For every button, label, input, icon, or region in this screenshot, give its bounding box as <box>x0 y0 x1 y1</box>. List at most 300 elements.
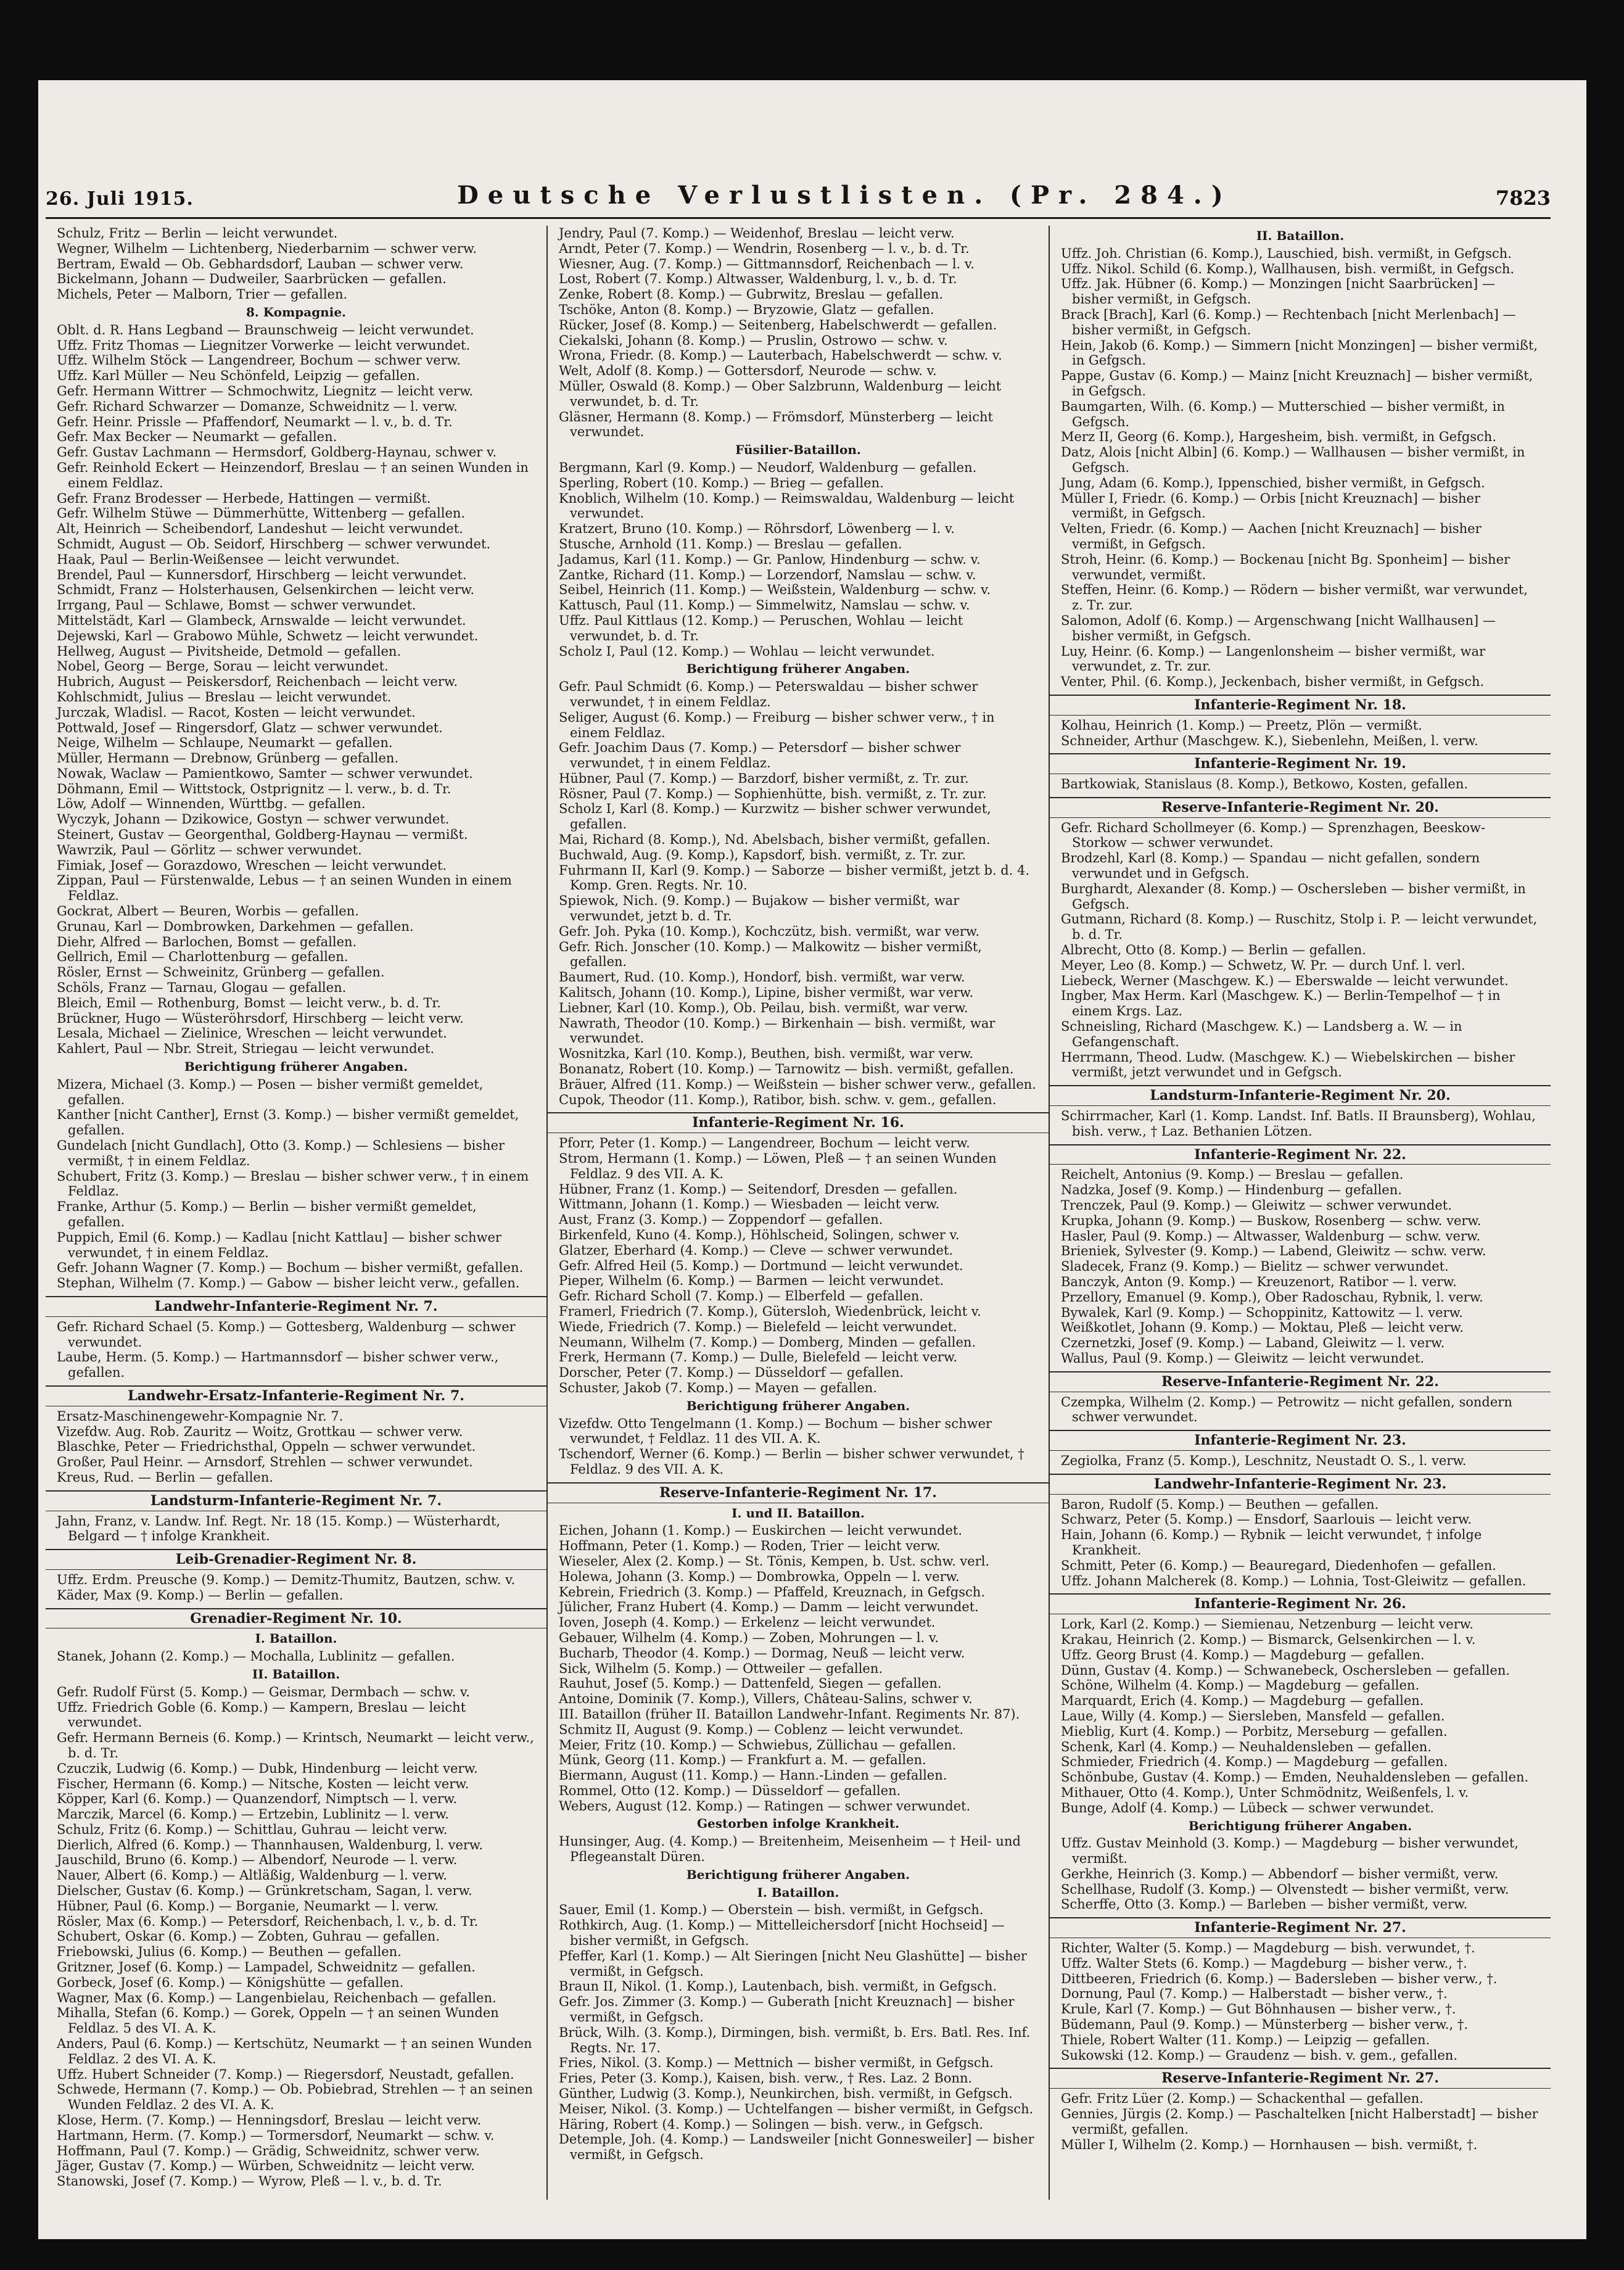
casualty-entry: Rösner, Paul (7. Komp.) — Sophienhütte, bish. vermißt, z. Tr. zur. <box>559 786 987 801</box>
casualty-entry: Frerk, Hermann (7. Komp.) — Dulle, Bielefeld — leicht verw. <box>559 1350 958 1365</box>
column-1 <box>46 226 548 2200</box>
casualty-entry: Bertram, Ewald — Ob. Gebhardsdorf, Lauban — schwer verw. <box>57 256 464 271</box>
text-columns <box>46 226 1551 2200</box>
casualty-entry: Czuczik, Ludwig (6. Komp.) — Dubk, Hindenburg — leicht verw. <box>57 1760 478 1776</box>
casualty-entry: Stroh, Heinr. (6. Komp.) — Bockenau [nicht Bg. Sponheim] — bisher verwundet, vermißt. <box>1061 551 1511 582</box>
casualty-entry: Gefr. Richard Schollmeyer (6. Komp.) — Sprenzhagen, Beeskow-Storkow — schwer verwundet. <box>1061 820 1486 851</box>
casualty-entry: Schmidt, August — Ob. Seidorf, Hirschberg — schwer verwundet. <box>57 536 491 551</box>
casualty-entry: Burghardt, Alexander (8. Komp.) — Oschersleben — bisher vermißt, in Gefgsch. <box>1061 881 1526 912</box>
casualty-entry: Albrecht, Otto (8. Komp.) — Berlin — gefallen. <box>1061 943 1366 958</box>
casualty-entry: Gerkhe, Heinrich (3. Komp.) — Abbendorf — bisher vermißt, verw. <box>1061 1866 1499 1881</box>
casualty-entry: Reichelt, Antonius (9. Komp.) — Breslau — gefallen. <box>1061 1167 1404 1182</box>
casualty-entry: Knoblich, Wilhelm (10. Komp.) — Reimswaldau, Waldenburg — leicht verwundet. <box>559 490 1015 521</box>
regiment-heading: Infanterie-Regiment Nr. 26. <box>1050 1593 1551 1614</box>
casualty-entry: Zegiolka, Franz (5. Komp.), Leschnitz, Neustadt O. S., l. verw. <box>1061 1453 1467 1468</box>
casualty-entry: Gefr. Johann Wagner (7. Komp.) — Bochum — bisher vermißt, gefallen. <box>57 1260 524 1276</box>
casualty-entry: Hein, Jakob (6. Komp.) — Simmern [nicht Monzingen] — bisher vermißt, in Gefgsch. <box>1061 337 1538 368</box>
casualty-entry: Bonanatz, Robert (10. Komp.) — Tarnowitz — bish. vermißt, gefallen. <box>559 1062 1014 1077</box>
casualty-entry: Uffz. Johann Malcherek (8. Komp.) — Lohnia, Tost-Gleiwitz — gefallen. <box>1061 1573 1527 1588</box>
casualty-entry: Wagner, Max (6. Komp.) — Langenbielau, Reichenbach — gefallen. <box>57 1990 497 2005</box>
casualty-entry: Richter, Walter (5. Komp.) — Magdeburg — bish. verwundet, †. <box>1061 1941 1475 1956</box>
casualty-entry: Schmidt, Franz — Holsterhausen, Gelsenkirchen — leicht verw. <box>57 582 475 598</box>
casualty-entry: Wiede, Friedrich (7. Komp.) — Bielefeld — leicht verwundet. <box>559 1319 957 1334</box>
casualty-entry: Welt, Adolf (8. Komp.) — Gottersdorf, Neurode — schw. v. <box>559 363 937 379</box>
casualty-entry: Fischer, Hermann (6. Komp.) — Nitsche, Kosten — leicht verw. <box>57 1776 469 1791</box>
casualty-entry: Bunge, Adolf (4. Komp.) — Lübeck — schwer verwundet. <box>1061 1800 1435 1815</box>
casualty-entry: Oblt. d. R. Hans Legband — Braunschweig — leicht verwundet. <box>57 322 474 337</box>
casualty-entry: Vizefdw. Otto Tengelmann (1. Komp.) — Bochum — bisher schwer verwundet, † Feldlaz. 11 des VII. A. K. <box>559 1416 992 1447</box>
casualty-entry: Gefr. Rich. Jonscher (10. Komp.) — Malkowitz — bisher vermißt, gefallen. <box>559 939 982 970</box>
casualty-entry: Jung, Adam (6. Komp.), Ippenschied, bisher vermißt, in Gefgsch. <box>1061 475 1485 490</box>
casualty-entry: Stusche, Arnhold (11. Komp.) — Breslau — gefallen. <box>559 536 902 551</box>
casualty-entry: Wawrzik, Paul — Görlitz — schwer verwundet. <box>57 842 362 857</box>
casualty-entry: Pottwald, Josef — Ringersdorf, Glatz — schwer verwundet. <box>57 720 443 735</box>
casualty-entry: Klose, Herm. (7. Komp.) — Henningsdorf, Breslau — leicht verw. <box>57 2113 482 2128</box>
casualty-entry: Schwede, Hermann (7. Komp.) — Ob. Pobiebrad, Strehlen — † an seinen Wunden Feldlaz. 2 des VI. A. K. <box>57 2082 533 2113</box>
casualty-entry: Brückner, Hugo — Wüsteröhrsdorf, Hirschberg — leicht verw. <box>57 1010 464 1026</box>
casualty-entry: Steffen, Heinr. (6. Komp.) — Rödern — bisher vermißt, war verwundet, z. Tr. zur. <box>1061 582 1528 613</box>
casualty-entry: Gefr. Wilhelm Stüwe — Dümmerhütte, Wittenberg — gefallen. <box>57 506 466 521</box>
casualty-entry: Schwarz, Peter (5. Komp.) — Ensdorf, Saarlouis — leicht verw. <box>1061 1512 1472 1527</box>
casualty-entry: Blaschke, Peter — Friedrichsthal, Oppeln — schwer verwundet. <box>57 1439 476 1455</box>
newspaper-page <box>38 80 1586 2239</box>
casualty-entry: Anders, Paul (6. Komp.) — Kertschütz, Neumarkt — † an seinen Wunden Feldlaz. 2 des VI. A. K. <box>57 2036 532 2066</box>
casualty-entry: Jahn, Franz, v. Landw. Inf. Regt. Nr. 18 (15. Komp.) — Wüsterhardt, Belgard — † infolge Krankheit. <box>57 1513 501 1544</box>
casualty-entry: Gritzner, Josef (6. Komp.) — Lampadel, Schweidnitz — gefallen. <box>57 1960 476 1975</box>
casualty-entry: Schubert, Oskar (6. Komp.) — Zobten, Guhrau — gefallen. <box>57 1929 440 1944</box>
casualty-entry: Kanther [nicht Canther], Ernst (3. Komp.) — bisher vermißt gemeldet, gefallen. <box>57 1107 519 1138</box>
casualty-entry: Fuhrmann II, Karl (9. Komp.) — Saborze — bisher vermißt, jetzt b. d. 4. Komp. Gren. Regts. Nr. 10. <box>559 862 1030 893</box>
casualty-entry: Fimiak, Josef — Gorazdowo, Wreschen — leicht verwundet. <box>57 857 447 873</box>
casualty-entry: Baron, Rudolf (5. Komp.) — Beuthen — gefallen. <box>1061 1496 1379 1512</box>
casualty-entry: Weißkotlet, Johann (9. Komp.) — Moktau, Pleß — leicht verw. <box>1061 1320 1464 1335</box>
casualty-entry: Großer, Paul Heinr. — Arnsdorf, Strehlen — schwer verwundet. <box>57 1455 473 1470</box>
casualty-entry: Krakau, Heinrich (2. Komp.) — Bismarck, Gelsenkirchen — l. v. <box>1061 1632 1476 1647</box>
regiment-heading: Reserve-Infanterie-Regiment Nr. 17. <box>548 1482 1049 1503</box>
casualty-entry: Uffz. Jak. Hübner (6. Komp.) — Monzingen [nicht Saarbrücken] — bisher vermißt, in Gefgsch. <box>1061 276 1495 307</box>
casualty-entry: Günther, Ludwig (3. Komp.), Neunkirchen, bish. vermißt, in Gefgsch. <box>559 2086 1013 2102</box>
section-subheading: II. Bataillon. <box>252 1666 340 1682</box>
casualty-entry: Münk, Georg (11. Komp.) — Frankfurt a. M. — gefallen. <box>559 1752 926 1768</box>
casualty-entry: Meyer, Leo (8. Komp.) — Schwetz, W. Pr. — durch Unf. l. verl. <box>1061 957 1465 973</box>
casualty-entry: Kahlert, Paul — Nbr. Streit, Striegau — leicht verwundet. <box>57 1041 435 1057</box>
casualty-entry: Brieniek, Sylvester (9. Komp.) — Labend, Gleiwitz — schw. verw. <box>1061 1244 1486 1259</box>
casualty-entry: Arndt, Peter (7. Komp.) — Wendrin, Rosenberg — l. v., b. d. Tr. <box>559 241 970 256</box>
casualty-entry: Diehr, Alfred — Barlochen, Bomst — gefallen. <box>57 934 357 949</box>
casualty-entry: Gefr. Joh. Pyka (10. Komp.), Kochczütz, bish. vermißt, war verw. <box>559 923 980 939</box>
casualty-entry: Brack [Brach], Karl (6. Komp.) — Rechtenbach [nicht Merlenbach] — bisher vermißt, in Gefgsch. <box>1061 307 1516 337</box>
section-subheading: Berichtigung früherer Angaben. <box>686 1867 910 1882</box>
casualty-entry: Tschendorf, Werner (6. Komp.) — Berlin — bisher schwer verwundet, † Feldlaz. 9 des VII. A. K. <box>559 1447 1024 1477</box>
casualty-entry: Przellory, Emanuel (9. Komp.), Ober Radoschau, Rybnik, l. verw. <box>1061 1289 1483 1305</box>
casualty-entry: Gebauer, Wilhelm (4. Komp.) — Zoben, Mohrungen — l. v. <box>559 1630 939 1645</box>
casualty-entry: Gundelach [nicht Gundlach], Otto (3. Komp.) — Schlesiens — bisher vermißt, † in einem Feldlaz. <box>57 1138 505 1168</box>
casualty-entry: Scholz I, Karl (8. Komp.) — Kurzwitz — bisher schwer verwundet, gefallen. <box>559 801 991 832</box>
casualty-entry: Gockrat, Albert — Beuren, Worbis — gefallen. <box>57 904 359 919</box>
casualty-entry: Zantke, Richard (11. Komp.) — Lorzendorf, Namslau — schw. v. <box>559 567 976 582</box>
casualty-entry: Gefr. Richard Schael (5. Komp.) — Gottesberg, Waldenburg — schwer verwundet. <box>57 1319 516 1350</box>
casualty-entry: Dielscher, Gustav (6. Komp.) — Grünkretscham, Sagan, l. verw. <box>57 1883 472 1899</box>
casualty-entry: Strom, Hermann (1. Komp.) — Löwen, Pleß — † an seinen Wunden Feldlaz. 9 des VII. A. K. <box>559 1151 997 1181</box>
casualty-entry: Haak, Paul — Berlin-Weißensee — leicht verwundet. <box>57 551 400 567</box>
casualty-entry: Irrgang, Paul — Schlawe, Bomst — schwer verwundet. <box>57 598 416 613</box>
regiment-heading: Reserve-Infanterie-Regiment Nr. 27. <box>1050 2068 1551 2089</box>
casualty-entry: Zenke, Robert (8. Komp.) — Gubrwitz, Breslau — gefallen. <box>559 287 944 302</box>
casualty-entry: Thiele, Robert Walter (11. Komp.) — Leipzig — gefallen. <box>1061 2032 1430 2047</box>
casualty-entry: Ioven, Joseph (4. Komp.) — Erkelenz — leicht verwundet. <box>559 1615 936 1630</box>
casualty-entry: Kattusch, Paul (11. Komp.) — Simmelwitz, Namslau — schw. v. <box>559 598 970 613</box>
casualty-entry: Schirrmacher, Karl (1. Komp. Landst. Inf. Batls. II Braunsberg), Wohlau, bish. verw., † Laz. Bethanien Lötzen. <box>1061 1108 1536 1139</box>
casualty-entry: Michels, Peter — Malborn, Trier — gefallen. <box>57 287 348 302</box>
casualty-entry: Brendel, Paul — Kunnersdorf, Hirschberg — leicht verwundet. <box>57 567 467 582</box>
casualty-entry: Pieper, Wilhelm (6. Komp.) — Barmen — leicht verwundet. <box>559 1273 944 1289</box>
casualty-entry: Stanowski, Josef (7. Komp.) — Wyrow, Pleß — l. v., b. d. Tr. <box>57 2174 442 2189</box>
casualty-entry: Ersatz-Maschinengewehr-Kompagnie Nr. 7. <box>57 1408 344 1424</box>
casualty-entry: Bucharb, Theodor (4. Komp.) — Dormag, Neuß — leicht verw. <box>559 1645 965 1661</box>
casualty-entry: Jurczak, Wladisl. — Racot, Kosten — leicht verwundet. <box>57 704 416 720</box>
casualty-entry: Lesala, Michael — Zielinice, Wreschen — leicht verwundet. <box>57 1026 447 1041</box>
casualty-entry: Webers, August (12. Komp.) — Ratingen — schwer verwundet. <box>559 1798 971 1814</box>
casualty-entry: Sick, Wilhelm (5. Komp.) — Ottweiler — gefallen. <box>559 1661 883 1676</box>
casualty-entry: Meier, Fritz (10. Komp.) — Schwiebus, Züllichau — gefallen. <box>559 1737 957 1752</box>
casualty-entry: Salomon, Adolf (6. Komp.) — Argenschwang [nicht Wallhausen] — bisher vermißt, in Gefgsch. <box>1061 613 1496 643</box>
section-subheading: Berichtigung früherer Angaben. <box>686 1398 910 1413</box>
page-number: 7823 <box>1495 186 1551 210</box>
casualty-entry: Gefr. Reinhold Eckert — Heinzendorf, Breslau — † an seinen Wunden in einem Feldlaz. <box>57 460 529 490</box>
casualty-entry: Sauer, Emil (1. Komp.) — Oberstein — bish. vermißt, in Gefgsch. <box>559 1902 984 1918</box>
casualty-entry: Hellweg, August — Pivitsheide, Detmold — gefallen. <box>57 643 402 659</box>
casualty-entry: Nowak, Waclaw — Pamientkowo, Samter — schwer verwundet. <box>57 766 473 781</box>
casualty-entry: Müller I, Friedr. (6. Komp.) — Orbis [nicht Kreuznach] — bisher vermißt, in Gefgsch. <box>1061 490 1481 521</box>
header-rule <box>46 217 1551 219</box>
casualty-entry: Bleich, Emil — Rothenburg, Bomst — leicht verw., b. d. Tr. <box>57 995 441 1010</box>
casualty-entry: Herrmann, Theod. Ludw. (Maschgew. K.) — Wiebelskirchen — bisher vermißt, jetzt verwundet und in Gefgsch. <box>1061 1049 1515 1080</box>
casualty-entry: Gefr. Hermann Wittrer — Schmochwitz, Liegnitz — leicht verw. <box>57 383 474 398</box>
casualty-entry: Hartmann, Herm. (7. Komp.) — Tormersdorf, Neumarkt — schw. v. <box>57 2128 495 2143</box>
casualty-entry: Schellhase, Rudolf (3. Komp.) — Olvenstedt — bisher vermißt, verw. <box>1061 1881 1509 1897</box>
casualty-entry: Mizera, Michael (3. Komp.) — Posen — bisher vermißt gemeldet, gefallen. <box>57 1076 484 1107</box>
regiment-heading: Landwehr-Infanterie-Regiment Nr. 7. <box>46 1296 546 1317</box>
casualty-entry: Gefr. Jos. Zimmer (3. Komp.) — Guberath [nicht Kreuznach] — bisher vermißt, in Gefgsch. <box>559 1994 1015 2025</box>
casualty-entry: Nawrath, Theodor (10. Komp.) — Birkenhain — bish. vermißt, war verwundet. <box>559 1015 995 1046</box>
casualty-entry: Hübner, Paul (7. Komp.) — Barzdorf, bisher vermißt, z. Tr. zur. <box>559 770 969 786</box>
casualty-entry: III. Bataillon (früher II. Bataillon Landwehr-Infant. Regiments Nr. 87). <box>559 1706 1020 1722</box>
casualty-entry: Puppich, Emil (6. Komp.) — Kadlau [nicht Kattlau] — bisher schwer verwundet, † in einem Feldlaz. <box>57 1229 501 1260</box>
casualty-entry: Gefr. Joachim Daus (7. Komp.) — Petersdorf — bisher schwer verwundet, † in einem Feldlaz. <box>559 740 961 771</box>
casualty-entry: Schmitt, Peter (6. Komp.) — Beauregard, Diedenhofen — gefallen. <box>1061 1558 1496 1573</box>
casualty-entry: Holewa, Johann (3. Komp.) — Dombrowka, Oppeln — l. verw. <box>559 1569 960 1584</box>
casualty-entry: Cupok, Theodor (11. Komp.), Ratibor, bish. schw. v. gem., gefallen. <box>559 1092 997 1107</box>
casualty-entry: Kalitsch, Johann (10. Komp.), Lipine, bisher vermißt, war verw. <box>559 985 974 1001</box>
regiment-heading: Landsturm-Infanterie-Regiment Nr. 7. <box>46 1490 546 1511</box>
section-subheading: Berichtigung früherer Angaben. <box>1188 1818 1412 1833</box>
casualty-entry: Lork, Karl (2. Komp.) — Siemienau, Netzenburg — leicht verw. <box>1061 1617 1474 1632</box>
casualty-entry: Bartkowiak, Stanislaus (8. Komp.), Betkowo, Kosten, gefallen. <box>1061 777 1469 792</box>
regiment-heading: Landwehr-Ersatz-Infanterie-Regiment Nr. 7. <box>46 1385 546 1406</box>
casualty-entry: Jauschild, Bruno (6. Komp.) — Albendorf, Neurode — l. verw. <box>57 1852 458 1868</box>
regiment-heading: Infanterie-Regiment Nr. 18. <box>1050 695 1551 716</box>
casualty-entry: Venter, Phil. (6. Komp.), Jeckenbach, bisher vermißt, in Gefgsch. <box>1061 674 1485 690</box>
casualty-entry: Neumann, Wilhelm (7. Komp.) — Domberg, Minden — gefallen. <box>559 1334 976 1350</box>
casualty-entry: Buchwald, Aug. (9. Komp.), Kapsdorf, bish. vermißt, z. Tr. zur. <box>559 847 966 862</box>
column-3 <box>1050 226 1551 2200</box>
section-subheading: Berichtigung früherer Angaben. <box>686 661 910 677</box>
casualty-entry: Eichen, Johann (1. Komp.) — Euskirchen — leicht verwundet. <box>559 1523 963 1538</box>
casualty-entry: Wrona, Friedr. (8. Komp.) — Lauterbach, Habelschwerdt — schw. v. <box>559 348 1002 363</box>
casualty-entry: Baumgarten, Wilh. (6. Komp.) — Mutterschied — bisher vermißt, in Gefgsch. <box>1061 398 1505 429</box>
casualty-entry: Uffz. Fritz Thomas — Liegnitzer Vorwerke — leicht verwundet. <box>57 337 471 353</box>
casualty-entry: Schulz, Fritz (6. Komp.) — Schittlau, Guhrau — leicht verw. <box>57 1822 448 1837</box>
regiment-heading: Infanterie-Regiment Nr. 19. <box>1050 753 1551 774</box>
casualty-entry: Schmitz II, August (9. Komp.) — Coblenz — leicht verwundet. <box>559 1722 964 1737</box>
casualty-entry: Müller, Hermann — Drebnow, Grünberg — gefallen. <box>57 751 399 766</box>
casualty-entry: Wittmann, Johann (1. Komp.) — Wiesbaden — leicht verw. <box>559 1197 940 1212</box>
casualty-entry: Gefr. Hermann Berneis (6. Komp.) — Krintsch, Neumarkt — leicht verw., b. d. Tr. <box>57 1730 534 1760</box>
casualty-entry: Mihalla, Stefan (6. Komp.) — Gorek, Oppeln — † an seinen Wunden Feldlaz. 5 des VI. A. K. <box>57 2005 499 2036</box>
casualty-entry: Laue, Willy (4. Komp.) — Siersleben, Mansfeld — gefallen. <box>1061 1708 1445 1723</box>
casualty-entry: Scherffe, Otto (3. Komp.) — Barleben — bisher vermißt, verw. <box>1061 1897 1468 1912</box>
regiment-heading: Grenadier-Regiment Nr. 10. <box>46 1608 546 1629</box>
casualty-entry: Detemple, Joh. (4. Komp.) — Landsweiler [nicht Gonnesweiler] — bisher vermißt, in Gefgsch. <box>559 2132 1034 2163</box>
casualty-entry: Glatzer, Eberhard (4. Komp.) — Cleve — schwer verwundet. <box>559 1242 954 1258</box>
casualty-entry: Wieseler, Alex (2. Komp.) — St. Tönis, Kempen, b. Ust. schw. verl. <box>559 1553 990 1569</box>
casualty-entry: Schenk, Karl (4. Komp.) — Neuhaldensleben — gefallen. <box>1061 1739 1432 1754</box>
casualty-entry: Mittelstädt, Karl — Glambeck, Arnswalde — leicht verwundet. <box>57 613 466 628</box>
casualty-entry: Gellrich, Emil — Charlottenburg — gefallen. <box>57 949 348 965</box>
casualty-entry: Bywalek, Karl (9. Komp.) — Schoppinitz, Kattowitz — l. verw. <box>1061 1305 1463 1320</box>
casualty-entry: Müller, Oswald (8. Komp.) — Ober Salzbrunn, Waldenburg — leicht verwundet, b. d. Tr. <box>559 378 1002 409</box>
casualty-entry: Scholz I, Paul (12. Komp.) — Wohlau — leicht verwundet. <box>559 643 935 659</box>
casualty-entry: Meiser, Nikol. (3. Komp.) — Uchtelfangen — bisher vermißt, in Gefgsch. <box>559 2101 1034 2116</box>
casualty-entry: Dittbeeren, Friedrich (6. Komp.) — Badersleben — bisher verw., †. <box>1061 1971 1498 1986</box>
casualty-entry: Lost, Robert (7. Komp.) Altwasser, Waldenburg, l. v., b. d. Tr. <box>559 271 957 287</box>
casualty-entry: Schuster, Jakob (7. Komp.) — Mayen — gefallen. <box>559 1380 878 1395</box>
casualty-entry: Schöne, Wilhelm (4. Komp.) — Magdeburg — gefallen. <box>1061 1678 1420 1693</box>
casualty-entry: Uffz. Erdm. Preusche (9. Komp.) — Demitz-Thumitz, Bautzen, schw. v. <box>57 1572 516 1587</box>
casualty-entry: Schönbube, Gustav (4. Komp.) — Emden, Neuhaldensleben — gefallen. <box>1061 1770 1529 1785</box>
casualty-entry: Gefr. Fritz Lüer (2. Komp.) — Schackenthal — gefallen. <box>1061 2091 1424 2107</box>
casualty-entry: Hoffmann, Peter (1. Komp.) — Roden, Trier — leicht verw. <box>559 1538 941 1554</box>
casualty-entry: Gefr. Alfred Heil (5. Komp.) — Dortmund — leicht verwundet. <box>559 1258 963 1273</box>
casualty-entry: Büdemann, Paul (9. Komp.) — Münsterberg — bisher verw., †. <box>1061 2017 1469 2033</box>
casualty-entry: Rösler, Max (6. Komp.) — Petersdorf, Reichenbach, l. v., b. d. Tr. <box>57 1913 479 1929</box>
regiment-heading: Leib-Grenadier-Regiment Nr. 8. <box>46 1549 546 1570</box>
casualty-entry: Müller I, Wilhelm (2. Komp.) — Hornhausen — bish. vermißt, †. <box>1061 2137 1478 2152</box>
casualty-entry: Ingber, Max Herm. Karl (Maschgew. K.) — Berlin-Tempelhof — † in einem Krgs. Laz. <box>1061 988 1501 1019</box>
casualty-entry: Jülicher, Franz Hubert (4. Komp.) — Damm — leicht verwundet. <box>559 1599 979 1615</box>
casualty-entry: Wegner, Wilhelm — Lichtenberg, Niederbarnim — schwer verw. <box>57 241 477 256</box>
casualty-entry: Zippan, Paul — Fürstenwalde, Lebus — † an seinen Wunden in einem Feldlaz. <box>57 873 512 904</box>
casualty-entry: Uffz. Wilhelm Stöck — Langendreer, Bochum — schwer verw. <box>57 353 461 368</box>
casualty-entry: Kebrein, Friedrich (3. Komp.) — Pfaffeld, Kreuznach, in Gefgsch. <box>559 1584 985 1599</box>
casualty-entry: Gefr. Paul Schmidt (6. Komp.) — Peterswaldau — bisher schwer verwundet, † in einem Feldlaz. <box>559 679 978 709</box>
casualty-entry: Marczik, Marcel (6. Komp.) — Ertzebin, Lublinitz — l. verw. <box>57 1807 449 1822</box>
section-subheading: Füsilier-Bataillon. <box>735 442 861 458</box>
casualty-entry: Antoine, Dominik (7. Komp.), Villers, Château-Salins, schwer v. <box>559 1691 973 1707</box>
section-subheading: I. und II. Bataillon. <box>732 1505 865 1521</box>
casualty-entry: Bergmann, Karl (9. Komp.) — Neudorf, Waldenburg — gefallen. <box>559 460 977 475</box>
casualty-entry: Friebowski, Julius (6. Komp.) — Beuthen — gefallen. <box>57 1944 402 1960</box>
casualty-entry: Aust, Franz (3. Komp.) — Zoppendorf — gefallen. <box>559 1212 883 1228</box>
casualty-entry: Neige, Wilhelm — Schlaupe, Neumarkt — gefallen. <box>57 735 393 751</box>
casualty-entry: Biermann, August (11. Komp.) — Hann.-Linden — gefallen. <box>559 1768 947 1783</box>
regiment-heading: Reserve-Infanterie-Regiment Nr. 20. <box>1050 797 1551 818</box>
regiment-heading: Reserve-Infanterie-Regiment Nr. 22. <box>1050 1371 1551 1392</box>
casualty-entry: Häring, Robert (4. Komp.) — Solingen — bish. verw., in Gefgsch. <box>559 2116 984 2132</box>
column-2 <box>548 226 1050 2200</box>
casualty-entry: Uffz. Walter Stets (6. Komp.) — Magdeburg — bisher verw., †. <box>1061 1955 1467 1971</box>
casualty-entry: Hübner, Franz (1. Komp.) — Seitendorf, Dresden — gefallen. <box>559 1181 958 1197</box>
casualty-entry: Hübner, Paul (6. Komp.) — Borganie, Neumarkt — l. verw. <box>57 1898 439 1913</box>
casualty-entry: Sladecek, Franz (9. Komp.) — Bielitz — schwer verwundet. <box>1061 1259 1449 1274</box>
issue-date: 26. Juli 1915. <box>46 188 194 210</box>
casualty-entry: Schubert, Fritz (3. Komp.) — Breslau — bisher schwer verw., † in einem Feldlaz. <box>57 1168 529 1199</box>
section-subheading: I. Bataillon. <box>255 1631 337 1646</box>
casualty-entry: Brück, Wilh. (3. Komp.), Dirmingen, bish. vermißt, b. Ers. Batl. Res. Inf. Regts. Nr. 17. <box>559 2024 1031 2055</box>
casualty-entry: Hubrich, August — Peiskersdorf, Reichenbach — leicht verw. <box>57 674 458 690</box>
casualty-entry: Czempka, Wilhelm (2. Komp.) — Petrowitz — nicht gefallen, sondern schwer verwundet. <box>1061 1394 1512 1425</box>
casualty-entry: Käder, Max (9. Komp.) — Berlin — gefallen. <box>57 1587 344 1603</box>
casualty-entry: Rauhut, Josef (5. Komp.) — Dattenfeld, Siegen — gefallen. <box>559 1676 942 1691</box>
casualty-entry: Gefr. Richard Scholl (7. Komp.) — Elberfeld — gefallen. <box>559 1289 924 1304</box>
casualty-entry: Czernetzki, Josef (9. Komp.) — Laband, Gleiwitz — l. verw. <box>1061 1335 1445 1351</box>
regiment-heading: Landsturm-Infanterie-Regiment Nr. 20. <box>1050 1085 1551 1106</box>
casualty-entry: Uffz. Friedrich Goble (6. Komp.) — Kampern, Breslau — leicht verwundet. <box>57 1699 466 1730</box>
casualty-entry: Schneider, Arthur (Maschgew. K.), Siebenlehn, Meißen, l. verw. <box>1061 733 1478 748</box>
casualty-entry: Liebeck, Werner (Maschgew. K.) — Eberswalde — leicht verwundet. <box>1061 973 1509 988</box>
casualty-entry: Kohlschmidt, Julius — Breslau — leicht verwundet. <box>57 689 392 704</box>
casualty-entry: Wallus, Paul (9. Komp.) — Gleiwitz — leicht verwundet. <box>1061 1350 1425 1366</box>
casualty-entry: Uffz. Georg Brust (4. Komp.) — Magdeburg — gefallen. <box>1061 1647 1425 1662</box>
casualty-entry: Schneisling, Richard (Maschgew. K.) — Landsberg a. W. — in Gefangenschaft. <box>1061 1019 1462 1049</box>
casualty-entry: Kreus, Rud. — Berlin — gefallen. <box>57 1469 274 1485</box>
casualty-entry: Seliger, August (6. Komp.) — Freiburg — bisher schwer verw., † in einem Feldlaz. <box>559 709 995 740</box>
casualty-entry: Franke, Arthur (5. Komp.) — Berlin — bisher vermißt gemeldet, gefallen. <box>57 1199 477 1229</box>
casualty-entry: Krupka, Johann (9. Komp.) — Buskow, Rosenberg — schw. verw. <box>1061 1213 1482 1228</box>
casualty-entry: Stephan, Wilhelm (7. Komp.) — Gabow — bisher leicht verw., gefallen. <box>57 1276 520 1291</box>
casualty-entry: Wosnitzka, Karl (10. Komp.), Beuthen, bish. vermißt, war verw. <box>559 1046 974 1062</box>
casualty-entry: Löw, Adolf — Winnenden, Württbg. — gefallen. <box>57 796 366 812</box>
casualty-entry: Dejewski, Karl — Grabowo Mühle, Schwetz — leicht verwundet. <box>57 628 479 643</box>
casualty-entry: Schmieder, Friedrich (4. Komp.) — Magdeburg — gefallen. <box>1061 1754 1448 1770</box>
casualty-entry: Grunau, Karl — Dombrowken, Darkehmen — gefallen. <box>57 918 414 934</box>
casualty-entry: Schulz, Fritz — Berlin — leicht verwundet. <box>57 226 338 241</box>
section-subheading: Gestorben infolge Krankheit. <box>696 1816 900 1831</box>
casualty-entry: Nobel, Georg — Berge, Sorau — leicht verwundet. <box>57 659 389 674</box>
casualty-entry: Pfeffer, Karl (1. Komp.) — Alt Sieringen [nicht Neu Glashütte] — bisher vermißt, in Gefgsch. <box>559 1948 1027 1979</box>
casualty-entry: Fries, Peter (3. Komp.), Kaisen, bish. verw., † Res. Laz. 2 Bonn. <box>559 2071 973 2086</box>
casualty-entry: Fries, Nikol. (3. Komp.) — Mettnich — bisher vermißt, in Gefgsch. <box>559 2055 994 2071</box>
regiment-heading: Infanterie-Regiment Nr. 27. <box>1050 1917 1551 1938</box>
casualty-entry: Wiesner, Aug. (7. Komp.) — Gittmannsdorf, Reichenbach — l. v. <box>559 256 975 271</box>
casualty-entry: Velten, Friedr. (6. Komp.) — Aachen [nicht Kreuznach] — bisher vermißt, in Gefgsch. <box>1061 521 1482 551</box>
casualty-entry: Schöls, Franz — Tarnau, Glogau — gefallen. <box>57 980 347 996</box>
casualty-entry: Döhmann, Emil — Wittstock, Ostprignitz — l. verw., b. d. Tr. <box>57 781 451 796</box>
section-subheading: 8. Kompagnie. <box>245 304 347 320</box>
casualty-entry: Luy, Heinr. (6. Komp.) — Langenlonsheim — bisher vermißt, war verwundet, z. Tr. zur. <box>1061 643 1486 674</box>
casualty-entry: Ciekalski, Johann (8. Komp.) — Pruslin, Ostrowo — schw. v. <box>559 332 948 348</box>
casualty-entry: Spiewok, Nich. (9. Komp.) — Bujakow — bisher vermißt, war verwundet, jetzt b. d. Tr. <box>559 893 960 924</box>
casualty-entry: Brodzehl, Karl (8. Komp.) — Spandau — nicht gefallen, sondern verwundet und in Gefgsch. <box>1061 851 1480 881</box>
casualty-entry: Uffz. Nikol. Schild (6. Komp.), Wallhausen, bish. vermißt, in Gefgsch. <box>1061 261 1515 276</box>
page-header <box>46 167 1551 210</box>
casualty-entry: Framerl, Friedrich (7. Komp.), Gütersloh, Wiedenbrück, leicht v. <box>559 1303 981 1319</box>
casualty-entry: Gefr. Heinr. Prissle — Pfaffendorf, Neumarkt — l. v., b. d. Tr. <box>57 414 453 429</box>
casualty-entry: Köpper, Karl (6. Komp.) — Quanzendorf, Nimptsch — l. verw. <box>57 1791 458 1807</box>
casualty-entry: Mieblig, Kurt (4. Komp.) — Porbitz, Merseburg — gefallen. <box>1061 1723 1448 1739</box>
casualty-entry: Liebner, Karl (10. Komp.), Ob. Peilau, bish. vermißt, war verw. <box>559 1000 968 1015</box>
casualty-entry: Uffz. Karl Müller — Neu Schönfeld, Leipzig — gefallen. <box>57 368 420 384</box>
casualty-entry: Gefr. Rudolf Fürst (5. Komp.) — Geismar, Dermbach — schw. v. <box>57 1684 470 1699</box>
casualty-entry: Rommel, Otto (12. Komp.) — Düsseldorf — gefallen. <box>559 1783 901 1798</box>
casualty-entry: Jendry, Paul (7. Komp.) — Weidenhof, Breslau — leicht verw. <box>559 226 955 241</box>
casualty-entry: Vizefdw. Aug. Rob. Zauritz — Woitz, Grottkau — schwer verw. <box>57 1424 463 1439</box>
casualty-entry: Seibel, Heinrich (11. Komp.) — Weißstein, Waldenburg — schw. v. <box>559 582 991 598</box>
section-subheading: I. Bataillon. <box>757 1884 839 1900</box>
casualty-entry: Tschöke, Anton (8. Komp.) — Bryzowie, Glatz — gefallen. <box>559 302 934 317</box>
casualty-entry: Birkenfeld, Kuno (4. Komp.), Höhlscheid, Solingen, schwer v. <box>559 1228 960 1242</box>
casualty-entry: Baumert, Rud. (10. Komp.), Hondorf, bish. vermißt, war verw. <box>559 970 965 985</box>
casualty-entry: Uffz. Gustav Meinhold (3. Komp.) — Magdeburg — bisher verwundet, vermißt. <box>1061 1836 1519 1867</box>
casualty-entry: Laube, Herm. (5. Komp.) — Hartmannsdorf — bisher schwer verw., gefallen. <box>57 1350 499 1381</box>
casualty-entry: Uffz. Hubert Schneider (7. Komp.) — Riegersdorf, Neustadt, gefallen. <box>57 2066 514 2082</box>
regiment-heading: Infanterie-Regiment Nr. 23. <box>1050 1430 1551 1451</box>
casualty-entry: Wyczyk, Johann — Dzikowice, Gostyn — schwer verwundet. <box>57 812 450 827</box>
casualty-entry: Sukowski (12. Komp.) — Graudenz — bish. v. gem., gefallen. <box>1061 2047 1457 2063</box>
regiment-heading: Infanterie-Regiment Nr. 22. <box>1050 1144 1551 1165</box>
casualty-entry: Mai, Richard (8. Komp.), Nd. Abelsbach, bisher vermißt, gefallen. <box>559 832 991 848</box>
casualty-entry: Mithauer, Otto (4. Komp.), Unter Schmödnitz, Weißenfels, l. v. <box>1061 1785 1469 1800</box>
casualty-entry: Kolhau, Heinrich (1. Komp.) — Preetz, Plön — vermißt. <box>1061 717 1422 733</box>
casualty-entry: Hasler, Paul (9. Komp.) — Altwasser, Waldenburg — schw. verw. <box>1061 1228 1481 1244</box>
section-subheading: II. Bataillon. <box>1256 228 1345 243</box>
casualty-entry: Bickelmann, Johann — Dudweiler, Saarbrücken — gefallen. <box>57 271 447 287</box>
casualty-entry: Braun II, Nikol. (1. Komp.), Lautenbach, bish. vermißt, in Gefgsch. <box>559 1979 997 1994</box>
casualty-entry: Gefr. Franz Brodesser — Herbede, Hattingen — vermißt. <box>57 490 431 506</box>
casualty-entry: Banczyk, Anton (9. Komp.) — Kreuzenort, Ratibor — l. verw. <box>1061 1274 1457 1289</box>
regiment-heading: Infanterie-Regiment Nr. 16. <box>548 1112 1049 1133</box>
casualty-entry: Rücker, Josef (8. Komp.) — Seitenberg, Habelschwerdt — gefallen. <box>559 317 997 332</box>
casualty-entry: Jäger, Gustav (7. Komp.) — Würben, Schweidnitz — leicht verw. <box>57 2158 475 2174</box>
casualty-entry: Pappe, Gustav (6. Komp.) — Mainz [nicht Kreuznach] — bisher vermißt, in Gefgsch. <box>1061 368 1533 398</box>
casualty-entry: Dornung, Paul (7. Komp.) — Halberstadt — bisher verw., †. <box>1061 1986 1448 2002</box>
casualty-entry: Gorbeck, Josef (6. Komp.) — Königshütte — gefallen. <box>57 1975 404 1990</box>
casualty-entry: Krule, Karl (7. Komp.) — Gut Böhnhausen — bisher verw., †. <box>1061 2002 1456 2017</box>
casualty-entry: Kratzert, Bruno (10. Komp.) — Röhrsdorf, Löwenberg — l. v. <box>559 521 955 537</box>
casualty-entry: Gutmann, Richard (8. Komp.) — Ruschitz, Stolp i. P. — leicht verwundet, b. d. Tr. <box>1061 912 1538 943</box>
casualty-entry: Pforr, Peter (1. Komp.) — Langendreer, Bochum — leicht verw. <box>559 1136 970 1151</box>
casualty-entry: Hain, Johann (6. Komp.) — Rybnik — leicht verwundet, † infolge Krankheit. <box>1061 1527 1482 1558</box>
section-subheading: Berichtigung früherer Angaben. <box>184 1059 408 1075</box>
casualty-entry: Dierlich, Alfred (6. Komp.) — Thannhausen, Waldenburg, l. verw. <box>57 1837 484 1852</box>
casualty-entry: Dünn, Gustav (4. Komp.) — Schwanebeck, Oschersleben — gefallen. <box>1061 1662 1511 1678</box>
casualty-entry: Rösler, Ernst — Schweinitz, Grünberg — gefallen. <box>57 965 385 980</box>
casualty-entry: Steinert, Gustav — Georgenthal, Goldberg-Haynau — vermißt. <box>57 827 468 843</box>
casualty-entry: Gefr. Gustav Lachmann — Hermsdorf, Goldberg-Haynau, schwer v. <box>57 445 497 460</box>
casualty-entry: Nauer, Albert (6. Komp.) — Altläßig, Waldenburg — l. verw. <box>57 1868 447 1883</box>
casualty-entry: Jadamus, Karl (11. Komp.) — Gr. Panlow, Hindenburg — schw. v. <box>559 551 981 567</box>
casualty-entry: Gläsner, Hermann (8. Komp.) — Frömsdorf, Münsterberg — leicht verwundet. <box>559 409 993 440</box>
casualty-entry: Merz II, Georg (6. Komp.), Hargesheim, bish. vermißt, in Gefgsch. <box>1061 429 1497 445</box>
casualty-entry: Hoffmann, Paul (7. Komp.) — Grädig, Schweidnitz, schwer verw. <box>57 2143 480 2158</box>
publication-title: Deutsche Verlustlisten. (Pr. 284.) <box>457 181 1232 210</box>
casualty-entry: Uffz. Paul Kittlaus (12. Komp.) — Peruschen, Wohlau — leicht verwundet, b. d. Tr. <box>559 613 963 643</box>
casualty-entry: Hunsinger, Aug. (4. Komp.) — Breitenheim, Meisenheim — † Heil- und Pflegeanstalt Düren. <box>559 1834 1021 1865</box>
casualty-entry: Dorscher, Peter (7. Komp.) — Düsseldorf — gefallen. <box>559 1365 904 1381</box>
casualty-entry: Uffz. Joh. Christian (6. Komp.), Lauschied, bish. vermißt, in Gefgsch. <box>1061 246 1512 261</box>
casualty-entry: Bräuer, Alfred (11. Komp.) — Weißstein — bisher schwer verw., gefallen. <box>559 1076 1036 1092</box>
casualty-entry: Marquardt, Erich (4. Komp.) — Magdeburg — gefallen. <box>1061 1693 1424 1709</box>
